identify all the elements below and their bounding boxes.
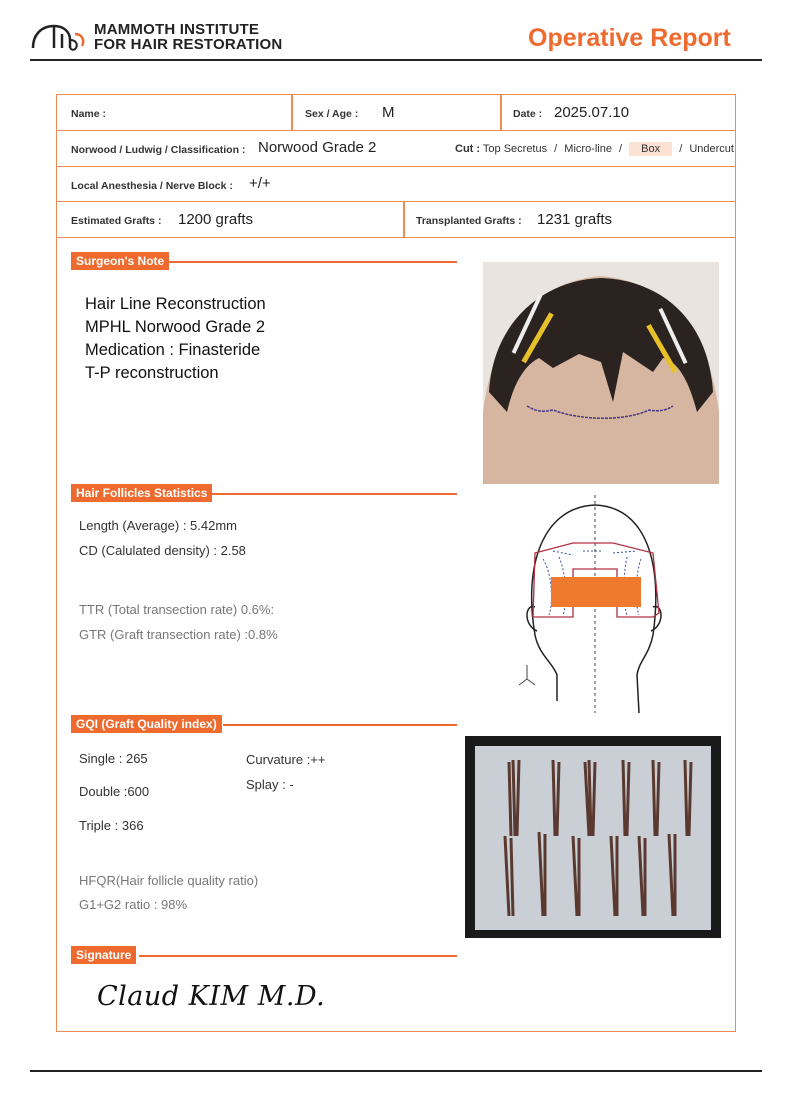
graft-transection-rate: GTR (Graft transection rate) :0.8% — [79, 627, 278, 642]
sex-age-value: M — [382, 104, 395, 121]
sex-age-label: Sex / Age : — [305, 108, 359, 120]
classification-value: Norwood Grade 2 — [258, 139, 377, 156]
cut-option-micro-line: Micro-line — [564, 143, 612, 155]
date-label: Date : — [513, 108, 543, 120]
note-line: T-P reconstruction — [85, 364, 219, 382]
note-line: Medication : Finasteride — [85, 341, 261, 359]
operative-form — [56, 94, 736, 1032]
surgeons-note-section — [71, 252, 457, 270]
estimated-grafts-value: 1200 grafts — [178, 211, 254, 228]
total-transection-rate: TTR (Total transection rate) 0.6%: — [79, 602, 275, 617]
triple-count: Triple : 366 — [79, 818, 144, 833]
logo — [30, 20, 283, 54]
splay: Splay : - — [246, 777, 294, 792]
length-average: Length (Average) : 5.42mm — [79, 518, 238, 533]
double-count: Double :600 — [79, 784, 150, 799]
form-row-classification — [57, 131, 735, 167]
mammoth-logo-icon — [30, 20, 88, 52]
estimated-grafts-label: Estimated Grafts : — [71, 215, 162, 227]
gqi-title: GQI (Graft Quality index) — [71, 715, 222, 733]
curvature: Curvature :++ — [246, 752, 326, 767]
surgeons-note-body — [85, 293, 266, 385]
form-row-grafts — [57, 202, 735, 238]
form-row-anesthesia — [57, 167, 735, 202]
signature-name: Claud KIM M.D. — [97, 981, 326, 1012]
header-divider — [30, 59, 762, 61]
classification-label: Norwood / Ludwig / Classification : — [71, 144, 246, 156]
hairline-photo — [483, 262, 719, 484]
date-value: 2025.07.10 — [554, 104, 630, 121]
logo-line1: MAMMOTH INSTITUTE — [94, 21, 260, 38]
single-count: Single : 265 — [79, 751, 148, 766]
head-diagram — [513, 495, 673, 715]
g1-g2-ratio: G1+G2 ratio : 98% — [79, 897, 188, 912]
note-line: Hair Line Reconstruction — [85, 295, 266, 313]
page-title: Operative Report — [528, 24, 731, 52]
transplanted-grafts-label: Transplanted Grafts : — [416, 215, 522, 227]
signature-title: Signature — [71, 946, 136, 964]
calculated-density: CD (Calulated density) : 2.58 — [79, 543, 246, 558]
form-row-identity — [57, 95, 735, 131]
anesthesia-label: Local Anesthesia / Nerve Block : — [71, 180, 233, 192]
surgeons-note-title: Surgeon's Note — [71, 252, 169, 270]
logo-line2: FOR HAIR RESTORATION — [94, 36, 283, 53]
transplanted-grafts-value: 1231 grafts — [537, 211, 613, 228]
name-label: Name : — [71, 108, 107, 120]
graft-photo — [465, 736, 721, 938]
cut-option-undercut: Undercut — [689, 143, 734, 155]
signature-section — [71, 946, 457, 964]
hfqr-label: HFQR(Hair follicle quality ratio) — [79, 873, 259, 888]
cut-option-top-secretus: Top Secretus — [482, 143, 548, 155]
follicle-stats-section — [71, 484, 457, 502]
footer-divider — [30, 1070, 762, 1072]
anesthesia-value: +/+ — [249, 175, 271, 192]
note-line: MPHL Norwood Grade 2 — [85, 318, 266, 336]
cut-options: Cut : Top Secretus / Micro-line / Box / Undercut — [455, 143, 734, 155]
gqi-section — [71, 715, 457, 733]
follicle-stats-title: Hair Follicles Statistics — [71, 484, 212, 502]
cut-label: Cut : — [455, 143, 481, 155]
cut-option-box-selected: Box — [629, 142, 672, 156]
